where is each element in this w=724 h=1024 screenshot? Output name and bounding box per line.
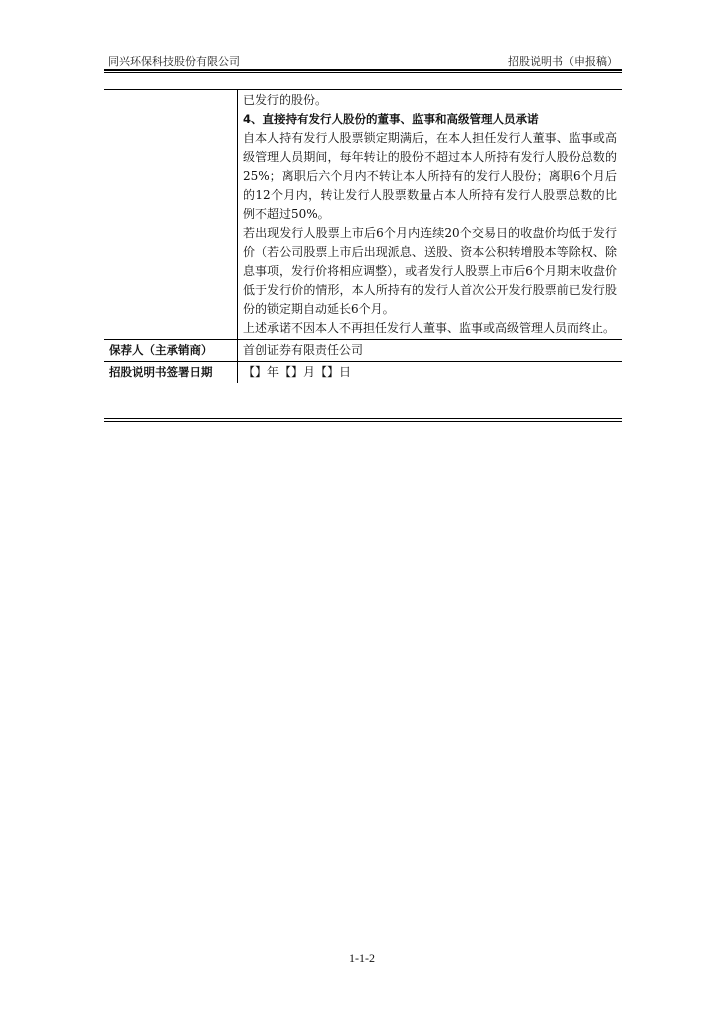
commitment-heading: 4、直接持有发行人股份的董事、监事和高级管理人员承诺 [243,112,539,126]
page-header [104,52,622,70]
cover-info-table [104,89,622,383]
commitment-paragraph-3: 上述承诺不因本人不再担任发行人董事、监事或高级管理人员而终止。 [243,321,616,335]
commitment-paragraph-1: 自本人持有发行人股票锁定期满后，在本人担任发行人董事、监事或高级管理人员期间，每年转让的股份不超过本人所持有发行人股份总数的25%；离职后六个月内不转让本人所持有的发行人股份；离职6个月后的12个月内，转让发行人股票数量占本人所持有发行人股票总数的比例不超过50%。 [243,131,617,221]
header-rule-thin [104,72,622,73]
sponsor-label: 保荐人（主承销商） [104,340,238,362]
page-number: 1-1-2 [349,951,375,965]
commitment-paragraph-2: 若出现发行人股票上市后6个月内连续20个交易日的收盘价均低于发行价（若公司股票上市后出现派息、送股、资本公积转增股本等除权、除息事项，发行价将相应调整），或者发行人股票上市后6个月期末收盘价低于发行价的情形，本人所持有的发行人首次公开发行股票前已发行股份的锁定期自动延长6个月。 [243,226,617,316]
header-rule-thick [104,69,622,71]
table-bottom-rule-2 [104,421,622,422]
table-row-sponsor [104,340,622,362]
table-row-commitment [104,90,622,340]
sign-date-value: 【】年【】月【】日 [238,362,623,384]
company-name: 同兴环保科技股份有限公司 [108,55,240,68]
sign-date-label: 招股说明书签署日期 [104,362,238,384]
empty-label-cell [104,90,238,340]
document-type: 招股说明书（申报稿） [508,55,618,68]
commitment-cell [238,90,623,340]
sponsor-value: 首创证券有限责任公司 [238,340,623,362]
table-row-sign-date [104,362,622,384]
table-bottom-rule-1 [104,418,622,419]
continuation-text: 已发行的股份。 [243,93,328,107]
